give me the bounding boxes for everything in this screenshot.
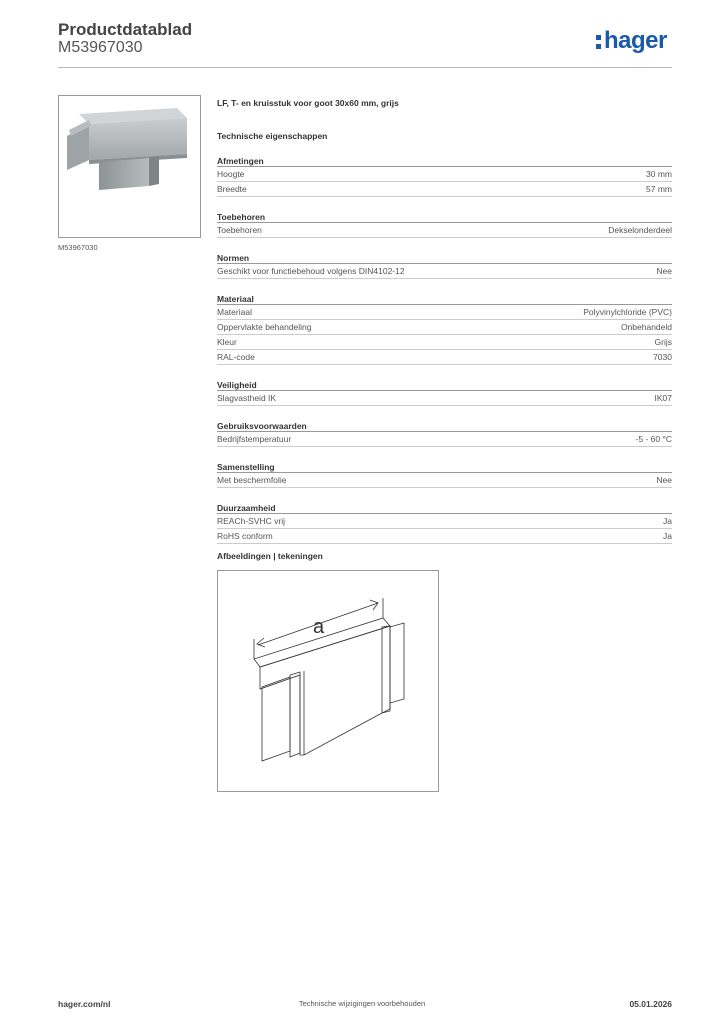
dimension-label: a [313,616,325,638]
spec-label: RAL-code [217,352,255,362]
spec-value: -5 - 60 °C [635,434,672,444]
spec-value: 57 mm [646,184,672,194]
spec-row [217,264,672,279]
spec-value: Onbehandeld [620,322,672,332]
spec-label: Materiaal [217,307,252,317]
spec-label: Slagvastheid IK [217,393,277,403]
spec-section [217,288,672,365]
page-title: Productdatablad [58,20,193,39]
spec-row [217,305,672,320]
section-title: Gebruiksvoorwaarden [217,415,672,432]
product-code: M53967030 [58,39,143,56]
spec-label: Met beschermfolie [217,475,287,485]
spec-label: Kleur [217,337,237,347]
spec-section [217,247,672,279]
spec-row [217,391,672,406]
spec-row [217,432,672,447]
spec-value: Ja [663,531,672,541]
photo-caption: M53967030 [58,243,98,252]
spec-value: Nee [656,475,672,485]
footer-disclaimer: Technische wijzigingen voorbehouden [298,999,426,1008]
spec-value: Nee [656,266,672,276]
section-title: Toebehoren [217,206,672,223]
section-gap [217,365,672,374]
spec-value: 30 mm [646,169,672,179]
images-heading: Afbeeldingen | tekeningen [217,551,323,561]
spec-row [217,167,672,182]
spec-row [217,182,672,197]
section-title: Normen [217,247,672,264]
section-title: Afmetingen [217,150,672,167]
spec-row [217,320,672,335]
spec-section [217,206,672,238]
drawing-svg [218,571,438,791]
spec-label: Hoogte [217,169,245,179]
section-gap [217,488,672,497]
section-gap [217,406,672,415]
spec-section [217,497,672,544]
spec-value: Ja [663,516,672,526]
spec-value: Polyvinylchloride (PVC) [583,307,672,317]
spec-row [217,514,672,529]
spec-value: Dekselonderdeel [608,225,672,235]
spec-value: 7030 [653,352,672,362]
section-title: Materiaal [217,288,672,305]
spec-label: Geschikt voor functiebehoud volgens DIN4102-12 [217,266,405,276]
technical-drawing [217,570,439,792]
product-photo [58,95,201,238]
spec-section [217,415,672,447]
product-image [59,96,200,237]
section-gap [217,238,672,247]
spec-label: Oppervlakte behandeling [217,322,312,332]
tech-heading: Technische eigenschappen [217,131,328,141]
spec-label: Breedte [217,184,247,194]
logo-dots-icon [596,35,601,49]
header-divider [58,67,672,68]
spec-label: REACh-SVHC vrij [217,516,286,526]
spec-section [217,456,672,488]
product-description: LF, T- en kruisstuk voor goot 30x60 mm, grijs [217,98,399,108]
section-gap [217,197,672,206]
section-title: Duurzaamheid [217,497,672,514]
spec-row [217,473,672,488]
hager-logo [596,27,667,55]
specs-table [217,150,672,544]
spec-row [217,223,672,238]
spec-section [217,374,672,406]
section-gap [217,279,672,288]
spec-row [217,335,672,350]
spec-row [217,350,672,365]
spec-row [217,529,672,544]
spec-label: Bedrijfstemperatuur [217,434,292,444]
spec-label: Toebehoren [217,225,262,235]
footer-website[interactable]: hager.com/nl [58,999,111,1009]
logo-text: hager [604,27,667,54]
spec-label: RoHS conform [217,531,273,541]
spec-section [217,150,672,197]
section-gap [217,447,672,456]
spec-value: Grijs [654,337,672,347]
spec-value: IK07 [654,393,672,403]
section-title: Samenstelling [217,456,672,473]
footer-date: 05.01.2026 [629,999,672,1009]
section-title: Veiligheid [217,374,672,391]
